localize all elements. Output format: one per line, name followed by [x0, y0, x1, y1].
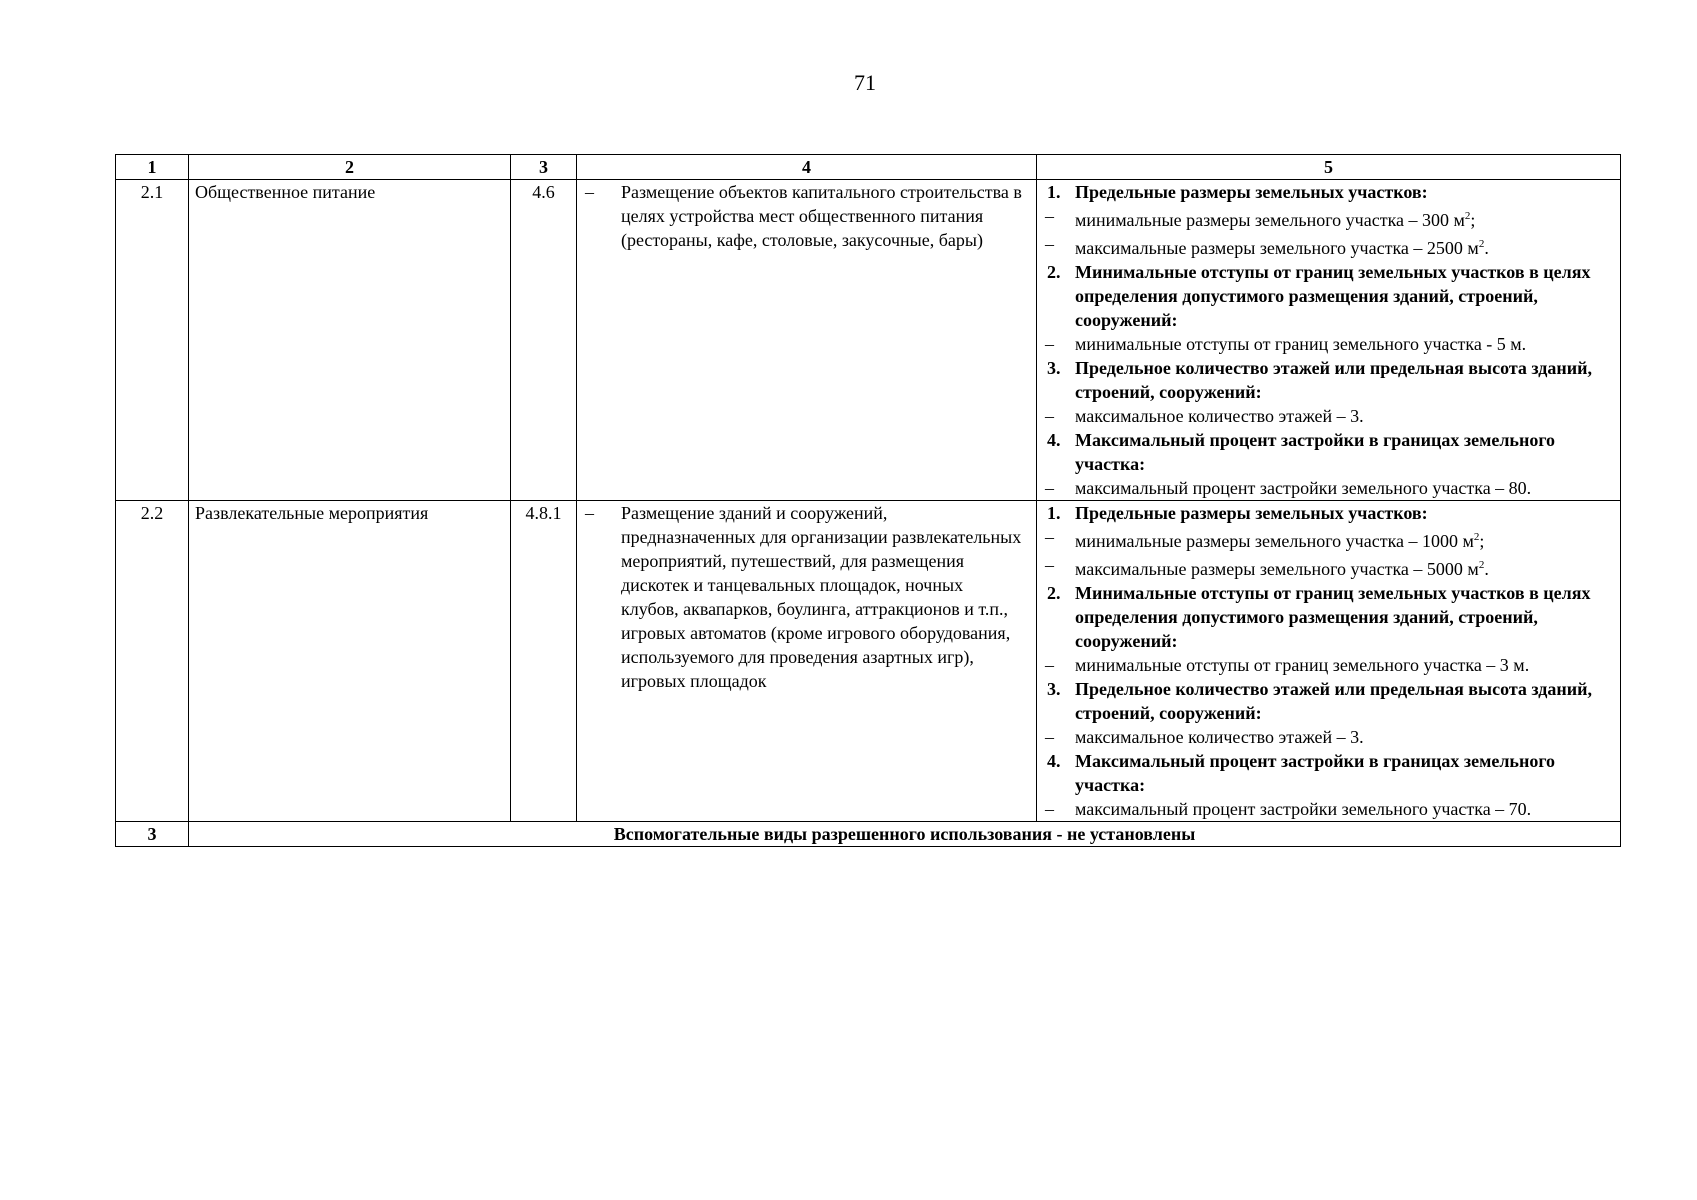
use-type-code: 4.6 [511, 180, 577, 501]
parameter-text-wrap [1075, 553, 1489, 581]
parameter-punctuation: ; [1479, 531, 1485, 551]
unit-superscript: 2 [1478, 238, 1485, 250]
column-header-1: 1 [116, 155, 189, 180]
parameter-text-wrap [1075, 501, 1428, 525]
use-type-code: 4.8.1 [511, 501, 577, 822]
parameter-text: минимальные размеры земельного участка – 300 м [1075, 210, 1465, 230]
parameter-text-wrap [1075, 581, 1614, 653]
parameter-marker: 2. [1047, 262, 1061, 282]
use-type-name: Развлекательные мероприятия [189, 501, 511, 822]
parameter-punctuation: . [1484, 238, 1489, 258]
use-description: Размещение объектов капитального строительства в целях устройства мест общественного питания (рестораны, кафе, столовые, закусочные, бары) [621, 182, 1022, 250]
table-row [116, 501, 1621, 822]
page-number: 71 [854, 70, 876, 95]
parameter-marker: 4. [1047, 430, 1061, 450]
parameter-text-wrap [1075, 525, 1484, 553]
parameter-text: максимальный процент застройки земельного участка – 70. [1075, 799, 1532, 819]
parameters-cell [1037, 501, 1621, 822]
parameter-text: Максимальный процент застройки в границах земельного участка: [1075, 751, 1556, 795]
footer-row-text: Вспомогательные виды разрешенного использования - не установлены [189, 822, 1621, 847]
parameter-value [1041, 476, 1614, 500]
parameters-cell [1037, 180, 1621, 501]
row-number: 2.2 [116, 501, 189, 822]
parameter-marker: 1. [1047, 182, 1061, 202]
parameter-text: минимальные размеры земельного участка – 1000 м [1075, 531, 1474, 551]
parameter-value [1041, 404, 1614, 428]
parameter-text: Минимальные отступы от границ земельных участков в целях определения допустимого размещения зданий, строений, сооружений: [1075, 262, 1591, 330]
parameter-heading [1041, 581, 1614, 653]
parameter-marker: – [1045, 655, 1054, 675]
parameter-text-wrap [1075, 797, 1531, 821]
use-description-cell [577, 501, 1037, 822]
parameter-marker: – [1045, 206, 1054, 226]
column-header-2: 2 [189, 155, 511, 180]
parameter-text: Предельное количество этажей или предельная высота зданий, строений, сооружений: [1075, 679, 1593, 723]
description-dash: – [585, 182, 594, 202]
row-number: 2.1 [116, 180, 189, 501]
parameter-marker: – [1045, 406, 1054, 426]
parameter-text-wrap [1075, 476, 1531, 500]
parameter-heading [1041, 356, 1614, 404]
parameter-value [1041, 232, 1614, 260]
parameter-text: Предельные размеры земельных участков: [1075, 182, 1428, 202]
parameter-punctuation: . [1484, 559, 1489, 579]
column-header-4: 4 [577, 155, 1037, 180]
parameter-value [1041, 525, 1614, 553]
parameter-heading [1041, 428, 1614, 476]
use-description-cell [577, 180, 1037, 501]
parameter-text: максимальное количество этажей – 3. [1075, 406, 1364, 426]
unit-superscript: 2 [1478, 559, 1485, 571]
parameter-marker: 4. [1047, 751, 1061, 771]
parameter-text-wrap [1075, 180, 1428, 204]
parameter-text: Максимальный процент застройки в границах земельного участка: [1075, 430, 1556, 474]
parameter-value [1041, 553, 1614, 581]
parameter-text: Предельные размеры земельных участков: [1075, 503, 1428, 523]
parameter-marker: 2. [1047, 583, 1061, 603]
parameter-marker: 1. [1047, 503, 1061, 523]
parameter-heading [1041, 501, 1614, 525]
parameter-text-wrap [1075, 677, 1614, 725]
parameter-marker: – [1045, 234, 1054, 254]
regulations-table [115, 154, 1621, 847]
parameter-heading [1041, 677, 1614, 725]
parameter-marker: – [1045, 527, 1054, 547]
parameter-punctuation: ; [1470, 210, 1476, 230]
parameter-marker: – [1045, 478, 1054, 498]
parameter-text-wrap [1075, 428, 1614, 476]
parameter-text: Предельное количество этажей или предельная высота зданий, строений, сооружений: [1075, 358, 1593, 402]
parameter-text: максимальные размеры земельного участка – 2500 м [1075, 238, 1479, 258]
parameter-text: минимальные отступы от границ земельного участка - 5 м. [1075, 334, 1527, 354]
parameter-text-wrap [1075, 404, 1364, 428]
parameter-marker: – [1045, 555, 1054, 575]
parameter-marker: – [1045, 799, 1054, 819]
parameter-marker: 3. [1047, 679, 1061, 699]
use-description: Размещение зданий и сооружений, предназначенных для организации развлекательных мероприятий, путешествий, для размещения дискотек и танцевальных площадок, ночных клубов, аквапарков, боулинга, аттракционов и т.п., игровых автоматов (кроме игрового оборудования, используемого для проведения азартных игр), игровых площадок [621, 503, 1022, 691]
column-header-3: 3 [511, 155, 577, 180]
table-row [116, 180, 1621, 501]
parameter-text: Минимальные отступы от границ земельных участков в целях определения допустимого размещения зданий, строений, сооружений: [1075, 583, 1591, 651]
parameter-heading [1041, 260, 1614, 332]
parameter-text: максимальный процент застройки земельного участка – 80. [1075, 478, 1532, 498]
parameter-text-wrap [1075, 232, 1489, 260]
parameter-text: минимальные отступы от границ земельного участка – 3 м. [1075, 655, 1530, 675]
unit-superscript: 2 [1464, 210, 1471, 222]
use-type-name: Общественное питание [189, 180, 511, 501]
unit-superscript: 2 [1473, 531, 1480, 543]
parameter-marker: – [1045, 727, 1054, 747]
parameter-heading [1041, 180, 1614, 204]
parameter-heading [1041, 749, 1614, 797]
parameter-value [1041, 332, 1614, 356]
header-row [116, 155, 1621, 180]
parameter-text-wrap [1075, 653, 1529, 677]
auxiliary-uses-row [116, 822, 1621, 847]
parameter-marker: – [1045, 334, 1054, 354]
parameter-text-wrap [1075, 260, 1614, 332]
parameter-value [1041, 653, 1614, 677]
parameter-text-wrap [1075, 725, 1364, 749]
parameter-text-wrap [1075, 332, 1526, 356]
parameter-value [1041, 204, 1614, 232]
parameter-text-wrap [1075, 204, 1475, 232]
parameter-text-wrap [1075, 749, 1614, 797]
parameter-text: максимальное количество этажей – 3. [1075, 727, 1364, 747]
footer-row-number: 3 [116, 822, 189, 847]
parameter-marker: 3. [1047, 358, 1061, 378]
column-header-5: 5 [1037, 155, 1621, 180]
parameter-value [1041, 797, 1614, 821]
parameter-text-wrap [1075, 356, 1614, 404]
description-dash: – [585, 503, 594, 523]
parameter-value [1041, 725, 1614, 749]
parameter-text: максимальные размеры земельного участка – 5000 м [1075, 559, 1479, 579]
